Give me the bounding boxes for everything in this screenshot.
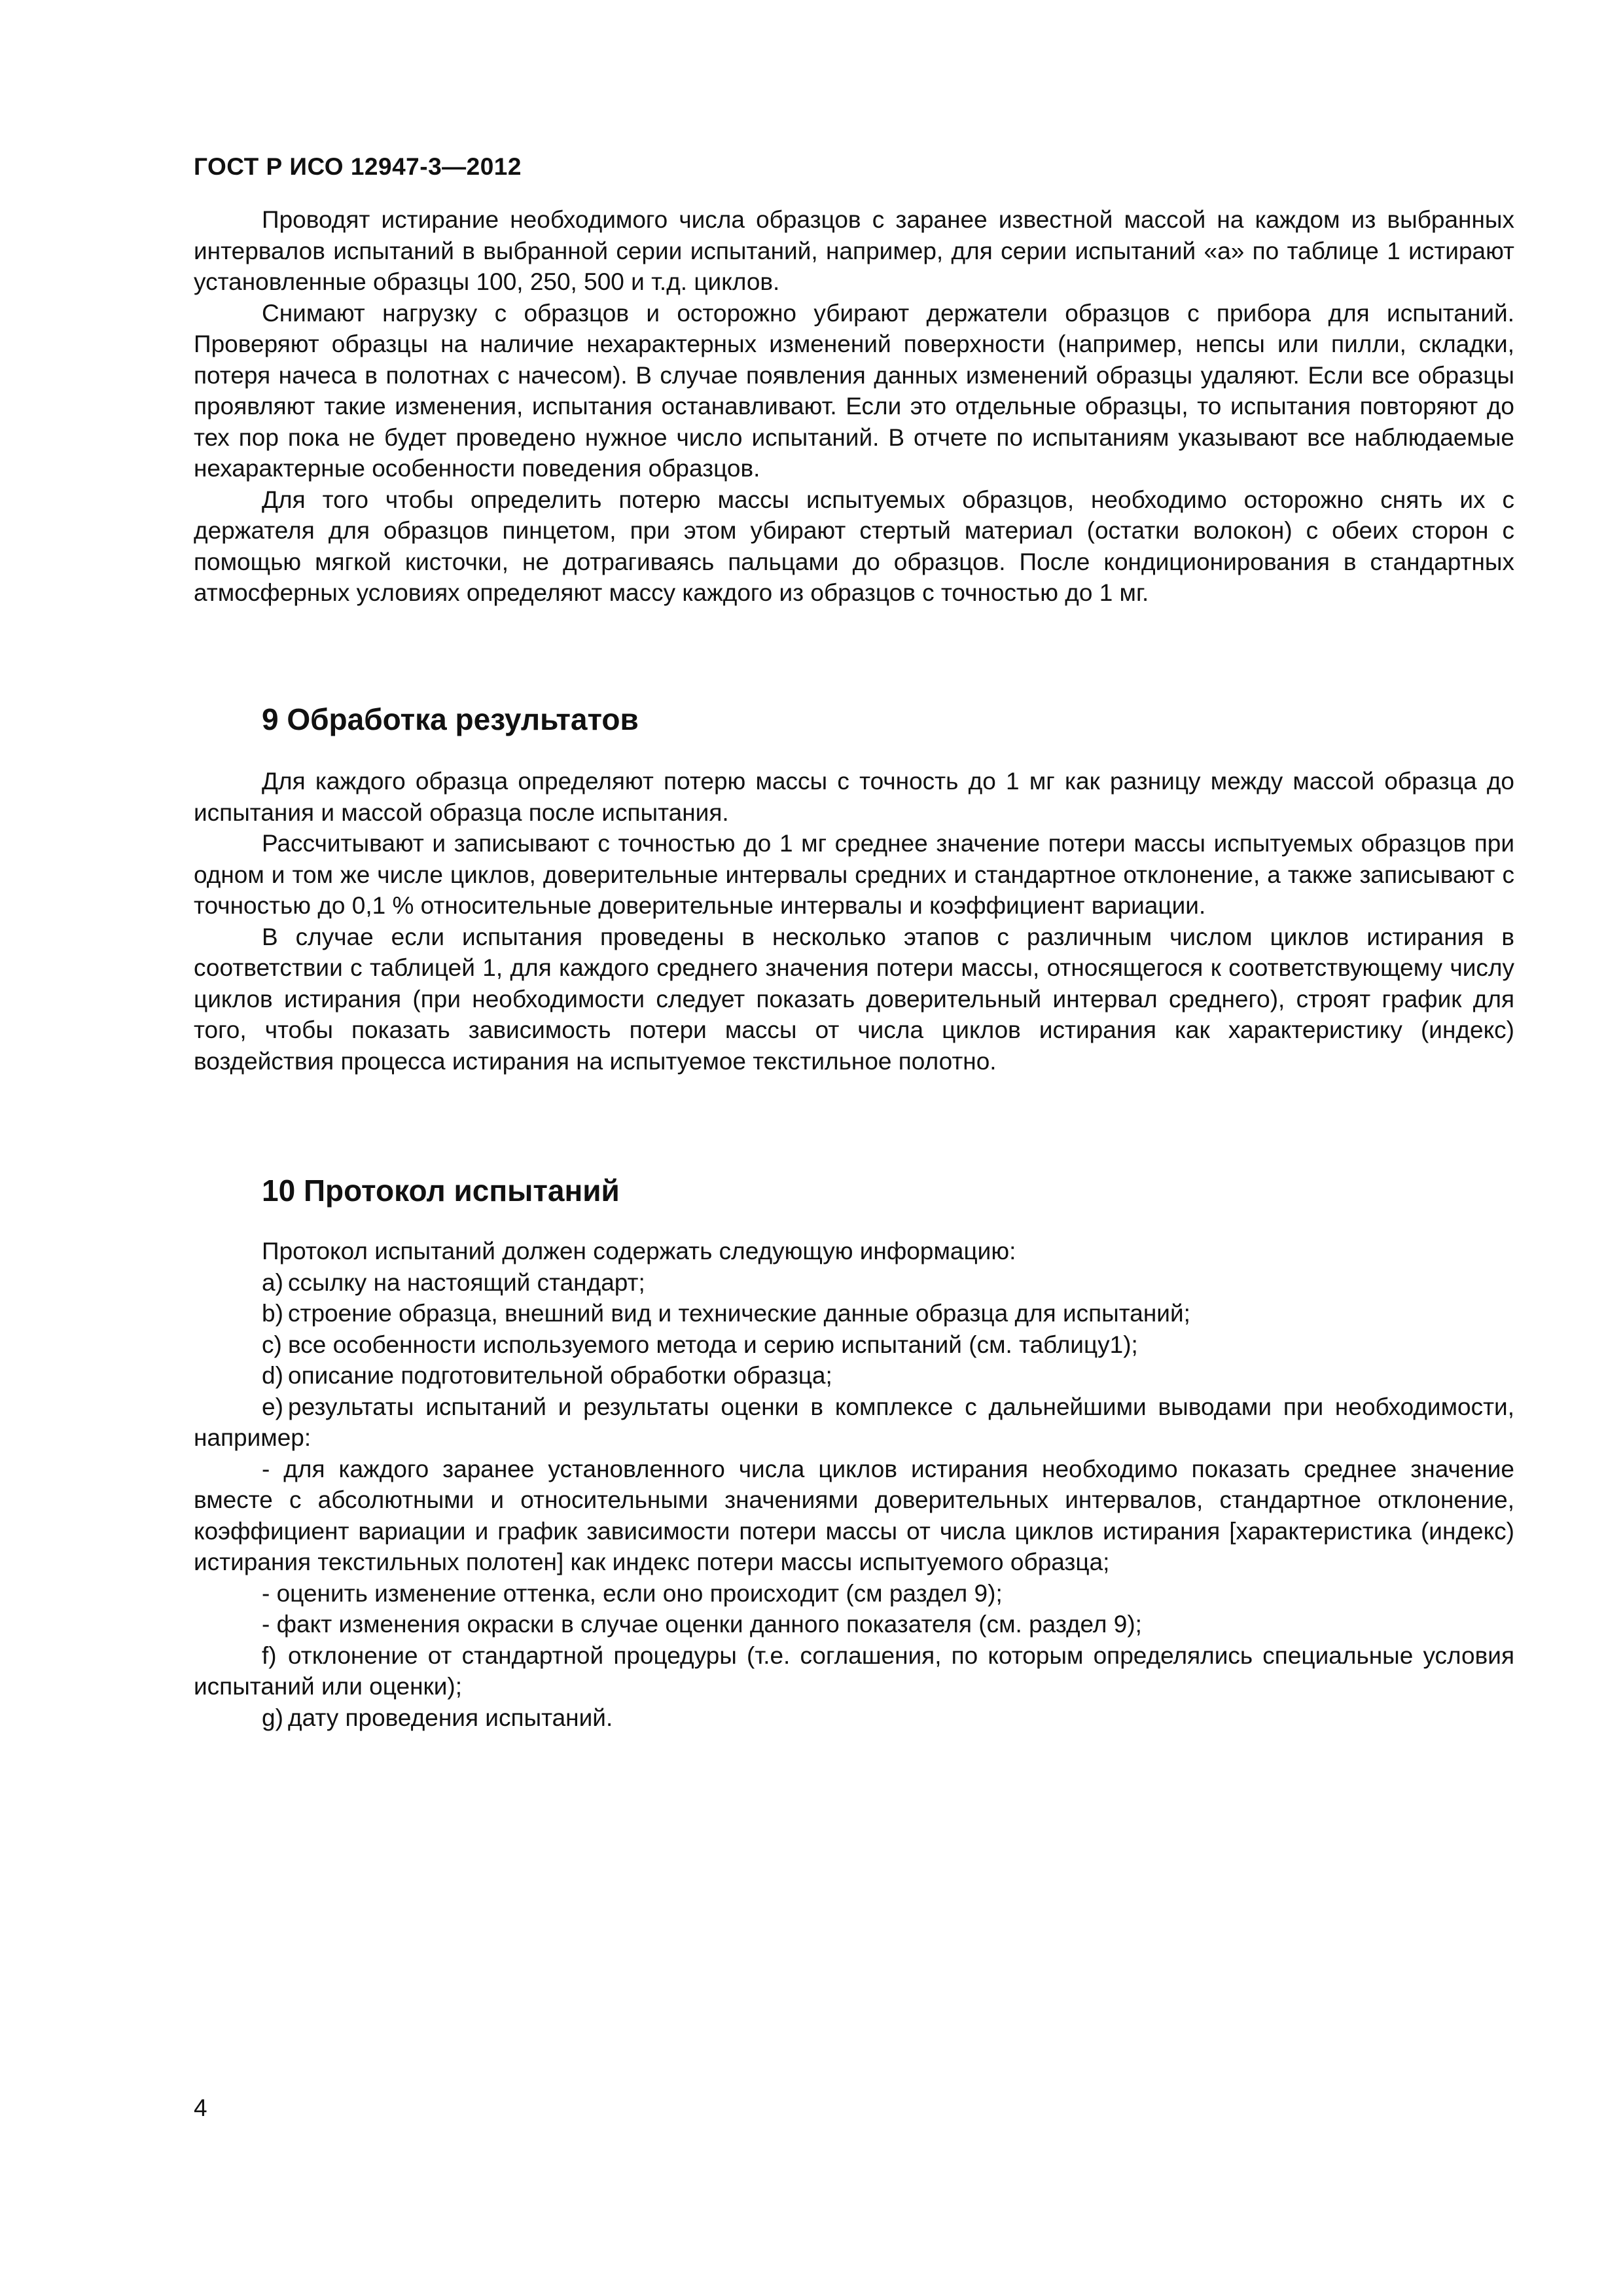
list-marker: a) [262,1268,283,1296]
list-item-text: все особенности используемого метода и серию испытаний (см. таблицу1); [288,1331,1138,1358]
sub-item: - факт изменения окраски в случае оценки данного показателя (см. раздел 9); [262,1611,1142,1638]
list-item-g [194,1702,1514,1734]
section-9-title: 9 Обработка результатов [262,702,639,736]
intro-paragraph: Проводят истирание необходимого числа образцов с заранее известной массой на каждом из выбранных интервалов испытаний в выбранной серии испытаний, например, для серии испытаний «а» по таблице 1 истирают установленные образцы 100, 250, 500 и т.д. циклов. [194,206,1514,295]
intro-paragraph: Снимают нагрузку с образцов и осторожно убирают держатели образцов с прибора для испытаний. Проверяют образцы на наличие нехарактерных изменений поверхности (например, непсы или пилли, складки, потеря начеса в полотнах с начесом). В случае появления данных изменений образцы удаляют. Если все образцы проявляют такие изменения, испытания останавливают. Если это отдельные образцы, то испытания повторяют до тех пор пока не будет проведено нужное число испытаний. В отчете по испытаниям указывают все наблюдаемые нехарактерные особенности поведения образцов. [194,299,1514,482]
document-header: ГОСТ Р ИСО 12947-3—2012 [194,153,522,180]
list-marker: d) [262,1362,283,1389]
section-10-intro: Протокол испытаний должен содержать следующую информацию: [262,1238,1016,1265]
list-item-text: описание подготовительной обработки образца; [288,1362,832,1389]
section-9-paragraph: Рассчитывают и записывают с точностью до 1 мг среднее значение потери массы испытуемых образцов при одном и том же числе циклов, доверительные интервалы средних и стандартное отклонение, а также записывают с точностью до 0,1 % относительные доверительные интервалы и коэффициент вариации. [194,830,1514,919]
list-item-d [194,1360,1514,1391]
list-marker: e) [262,1393,283,1420]
intro-block [194,204,1514,609]
intro-paragraph: Для того чтобы определить потерю массы испытуемых образцов, необходимо осторожно снять их с держателя для образцов пинцетом, при этом убирают стертый материал (остатки волокон) с обеих сторон с помощью мягкой кисточки, не дотрагиваясь пальцами до образцов. После кондиционирования в стандартных атмосферных условиях определяют массу каждого из образцов с точностью до 1 мг. [194,486,1514,606]
list-item-c [194,1329,1514,1361]
list-item-text: строение образца, внешний вид и технические данные образца для испытаний; [288,1300,1190,1327]
section-9-paragraph: В случае если испытания проведены в несколько этапов с различным числом циклов истирания в соответствии с таблицей 1, для каждого среднего значения потери массы, относящегося к соответствующему числу циклов истирания (при необходимости следует показать доверительный интервал среднего), строят график для того, чтобы показать зависимость потери массы от числа циклов истирания как характеристику (индекс) воздействия процесса истирания на испытуемое текстильное полотно. [194,923,1514,1075]
list-item-f [194,1640,1514,1702]
section-9-body [194,766,1514,1077]
list-marker: g) [262,1704,283,1731]
list-item-e [194,1391,1514,1454]
page-number: 4 [194,2094,207,2121]
section-10-body [194,1236,1514,1733]
list-item-a [194,1267,1514,1299]
list-item-text: дату проведения испытаний. [288,1704,613,1731]
list-marker: f) [262,1641,277,1669]
list-marker: c) [262,1331,282,1358]
list-marker: b) [262,1300,283,1327]
list-item-text: результаты испытаний и результаты оценки в комплексе с дальнейшими выводами при необходимости, например: [194,1393,1514,1451]
list-item-text: отклонение от стандартной процедуры (т.е. соглашения, по которым определялись специальные условия испытаний или оценки); [194,1641,1514,1700]
section-10-title: 10 Протокол испытаний [262,1174,620,1208]
list-item-text: ссылку на настоящий стандарт; [288,1268,645,1296]
section-9-paragraph: Для каждого образца определяют потерю массы с точность до 1 мг как разницу между массой образца до испытания и массой образца после испытания. [194,768,1514,826]
list-item-b [194,1298,1514,1329]
sub-item: - оценить изменение оттенка, если оно происходит (см раздел 9); [262,1579,1003,1607]
sub-item: - для каждого заранее установленного числа циклов истирания необходимо показать среднее значение вместе с абсолютными и относительными значениями доверительных интервалов, стандартное отклонение, коэффициент вариации и график зависимости потери массы от числа циклов истирания [характеристика (индекс) истирания текстильных полотен] как индекс потери массы испытуемого образца; [194,1455,1514,1575]
